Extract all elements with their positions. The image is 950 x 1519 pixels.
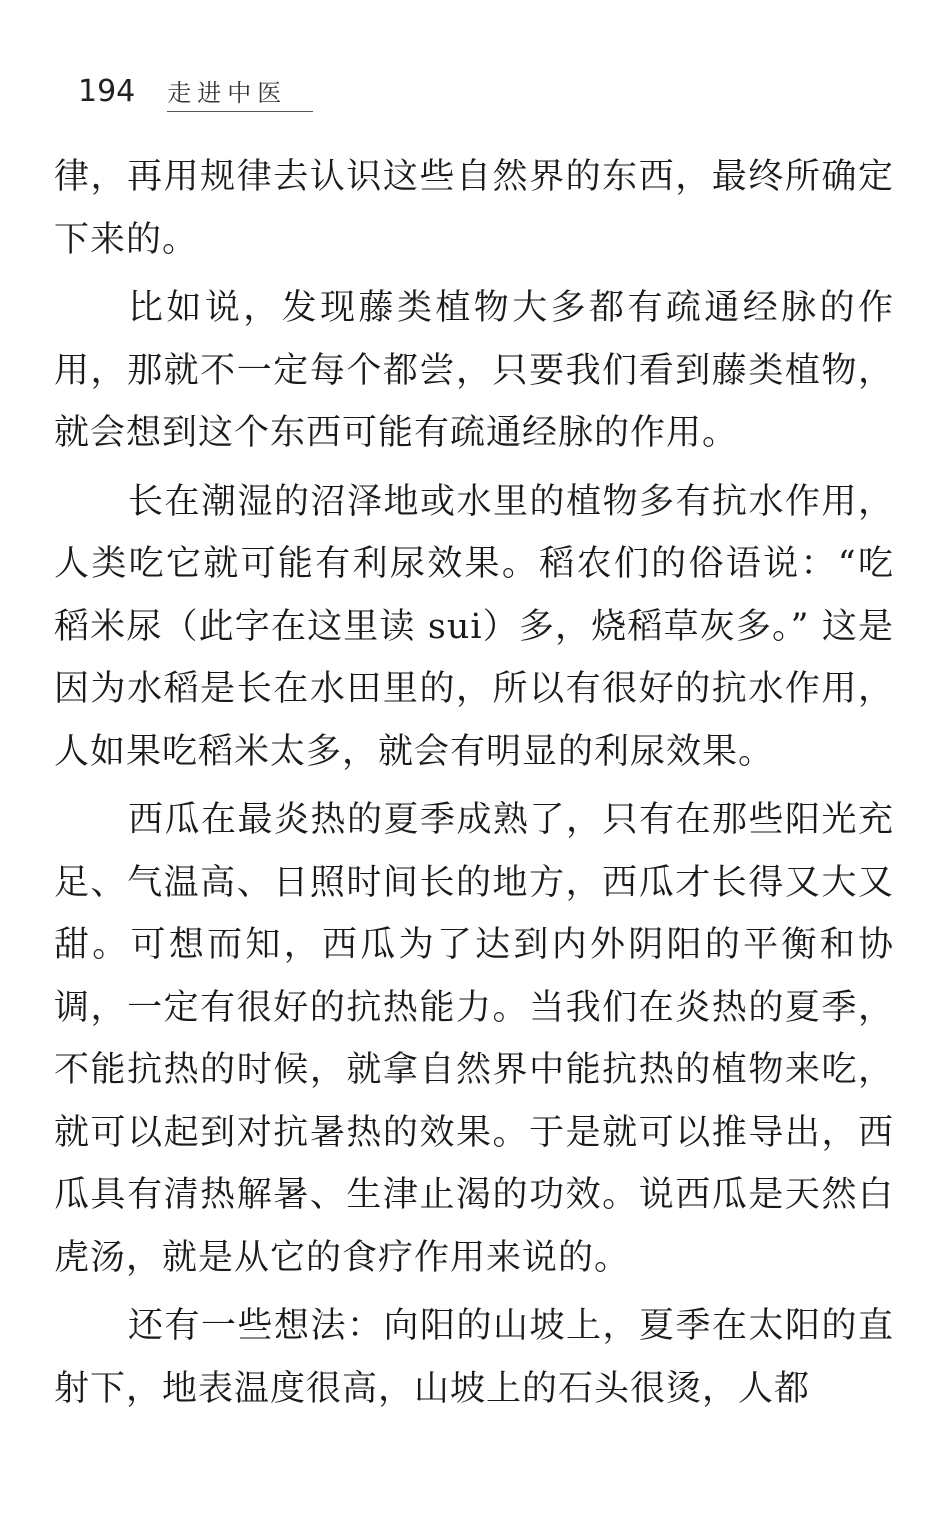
paragraph-watermelon: 西瓜在最炎热的夏季成熟了，只有在那些阳光充足、气温高、日照时间长的地方，西瓜才长得又大又甜。可想而知，西瓜为了达到内外阴阳的平衡和协调，一定有很好的抗热能力。当我们在炎热的夏季，不能抗热的时候，就拿自然界中能抗热的植物来吃，就可以起到对抗暑热的效果。于是就可以推导出，西瓜具有清热解暑、生津止渴的功效。说西瓜是天然白虎汤，就是从它的食疗作用来说的。 <box>54 800 894 1278</box>
paragraph-vine-plants: 比如说，发现藤类植物大多都有疏通经脉的作用，那就不一定每个都尝，只要我们看到藤类植物，就会想到这个东西可能有疏通经脉的作用。 <box>54 288 894 453</box>
paragraph-sunny-slope: 还有一些想法：向阳的山坡上，夏季在太阳的直射下，地表温度很高，山坡上的石头很烫，人都 <box>54 1306 894 1409</box>
body-text <box>54 146 894 1426</box>
running-title: 走进中医 <box>167 75 313 112</box>
paragraph-water-plants: 长在潮湿的沼泽地或水里的植物多有抗水作用，人类吃它就可能有利尿效果。稻农们的俗语说：“吃稻米尿（此字在这里读 sui）多，烧稻草灰多。” 这是因为水稻是长在水田里的，所以有很好的抗水作用，人如果吃稻米太多，就会有明显的利尿效果。 <box>54 481 894 772</box>
page-header <box>78 72 313 112</box>
page-number: 194 <box>78 74 136 109</box>
paragraph-continued: 律，再用规律去认识这些自然界的东西，最终所确定下来的。 <box>54 157 894 260</box>
